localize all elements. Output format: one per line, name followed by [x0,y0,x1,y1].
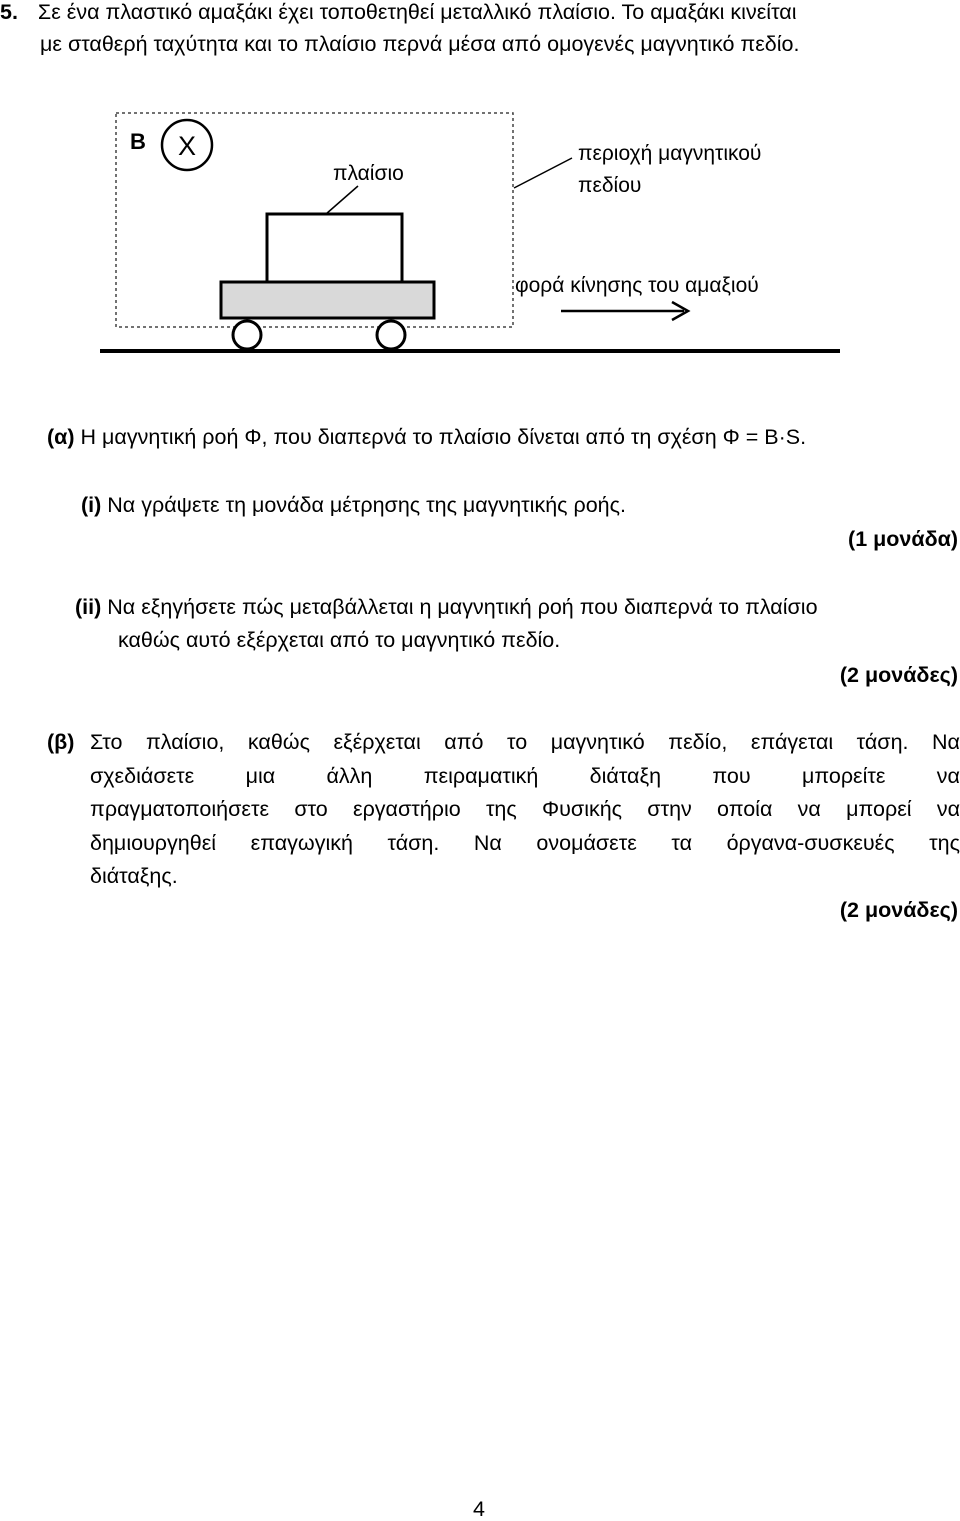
part-a-text: Η μαγνητική ροή Φ, που διαπερνά το πλαίσιο δίνεται από τη σχέση Φ = B·S. [80,425,807,449]
cart-magnetic-field-figure [0,0,960,400]
field-direction-x: X [177,131,197,161]
question-intro-text-1: Σε ένα πλαστικό αμαξάκι έχει τοποθετηθεί μεταλλικό πλαίσιο. Το αμαξάκι κινείται [37,0,797,24]
part-a-ii-text-1: Να εξηγήσετε πώς μεταβάλλεται η μαγνητική ροή που διαπερνά το πλαίσιο [107,595,818,619]
field-symbol-b: B [130,129,146,154]
motion-direction-label: φορά κίνησης του αμαξιού [515,274,759,297]
part-a-i-marks: (1 μονάδα) [848,527,958,551]
part-b-line3: πραγματοποιήσετε στο εργαστήριο της Φυσικής στην οποία να μπορεί να [90,797,960,821]
cart-wheel-left [233,321,261,349]
part-a-label: (α) [47,425,75,449]
part-b-label: (β) [47,730,75,754]
frame-label-pointer [326,186,358,214]
part-b-marks: (2 μονάδες) [839,898,958,922]
metal-frame [267,214,402,282]
question-number: 5. [0,0,18,24]
cart-body [221,282,434,318]
field-region-pointer [514,158,572,188]
question-intro-line2: με σταθερή ταχύτητα και το πλαίσιο περνά μέσα από ομογενές μαγνητικό πεδίο. [40,32,800,56]
part-b-line4: δημιουργηθεί επαγωγική τάση. Να ονομάσετε τα όργανα-συσκευές της [90,831,960,855]
part-a-i-label: (i) [81,493,102,517]
part-b-line1: Στο πλαίσιο, καθώς εξέρχεται από το μαγνητικό πεδίο, επάγεται τάση. Να [90,730,960,754]
part-a-statement [47,427,806,449]
part-a-i [81,495,626,517]
frame-label: πλαίσιο [333,162,404,185]
field-region-label-2: πεδίου [578,174,642,197]
page-number: 4 [473,1497,485,1521]
part-b-line5: διάταξης. [90,864,178,888]
part-a-ii-line2: καθώς αυτό εξέρχεται από το μαγνητικό πεδίο. [118,628,561,652]
cart-wheel-right [377,321,405,349]
part-a-ii-label: (ii) [75,595,102,619]
part-a-ii-marks: (2 μονάδες) [839,663,958,687]
part-a-ii-line1 [75,597,818,619]
part-b-line2: σχεδιάσετε μια άλλη πειραματική διάταξη που μπορείτε να [90,764,960,788]
field-region-label-1: περιοχή μαγνητικού [578,142,762,165]
part-a-i-text: Να γράψετε τη μονάδα μέτρησης της μαγνητικής ροής. [107,493,626,517]
